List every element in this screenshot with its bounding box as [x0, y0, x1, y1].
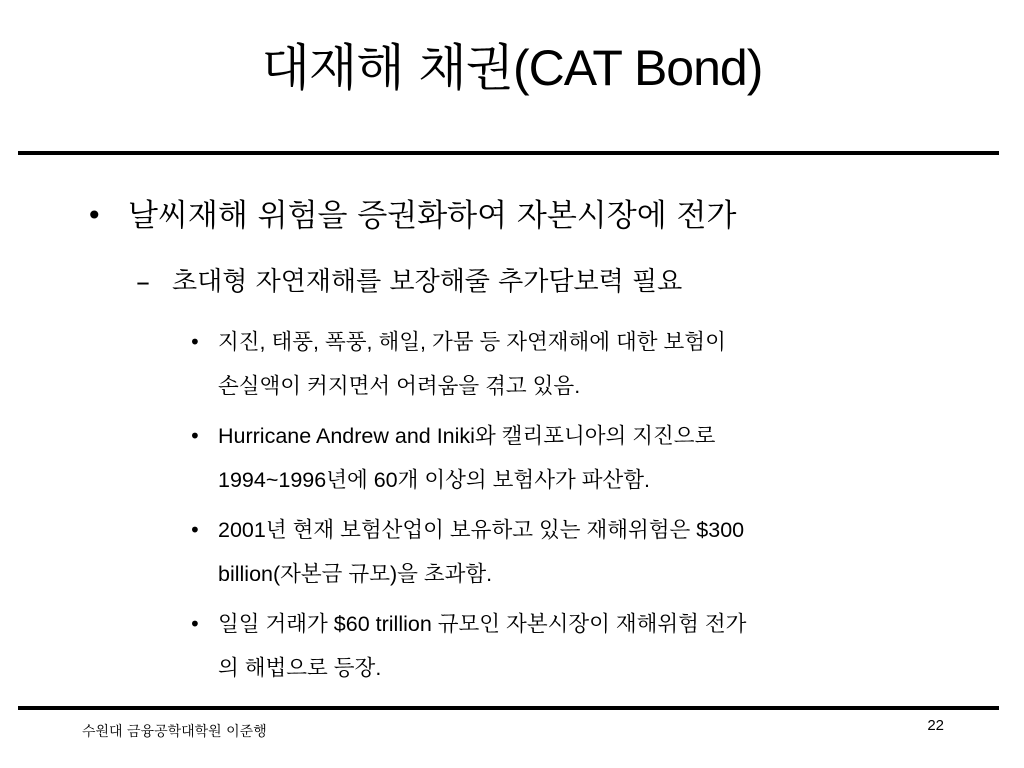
footer-divider — [18, 706, 999, 710]
title-divider — [18, 151, 999, 155]
bullet-level3-icon: • — [189, 612, 201, 636]
bullet-level1-icon: • — [86, 199, 103, 232]
slide-title — [0, 28, 1024, 108]
bullet-level3-line: billion(자본금 규모)을 초과함. — [218, 562, 493, 586]
slide-title-latin: (CAT Bond) — [513, 40, 763, 96]
bullet-level3-item — [218, 508, 958, 596]
bullet-level2-text: 초대형 자연재해를 보장해줄 추가담보력 필요 — [172, 267, 683, 297]
bullet-level3-item — [218, 602, 958, 690]
slide-title-korean: 대재해 채권 — [261, 39, 514, 97]
bullet-level3-line: 지진, 태풍, 폭풍, 해일, 가뭄 등 자연재해에 대한 보험이 — [218, 330, 726, 354]
bullet-level3-line: Hurricane Andrew and Iniki와 캘리포니아의 지진으로 — [218, 424, 716, 448]
bullet-level3-icon: • — [189, 424, 201, 448]
bullet-level3-item — [218, 320, 958, 408]
bullet-level3-line: 일일 거래가 $60 trillion 규모인 자본시장이 재해위험 전가 — [218, 612, 747, 636]
bullet-level3-line: 의 해법으로 등장. — [218, 656, 382, 680]
bullet-level1-text: 날씨재해 위험을 증권화하여 자본시장에 전가 — [128, 198, 737, 234]
bullet-level3-item — [218, 414, 958, 502]
bullet-level3-icon: • — [189, 330, 201, 354]
footer-author: 수원대 금융공학대학원 이준행 — [82, 724, 267, 740]
bullet-level3-line: 손실액이 커지면서 어려움을 겪고 있음. — [218, 374, 581, 398]
bullet-level3-icon: • — [189, 518, 201, 542]
bullet-level3-line: 1994~1996년에 60개 이상의 보험사가 파산함. — [218, 468, 650, 492]
dash-level2-icon: – — [136, 265, 150, 298]
page-number: 22 — [927, 717, 944, 734]
bullet-level3-line: 2001년 현재 보험산업이 보유하고 있는 재해위험은 $300 — [218, 518, 745, 542]
